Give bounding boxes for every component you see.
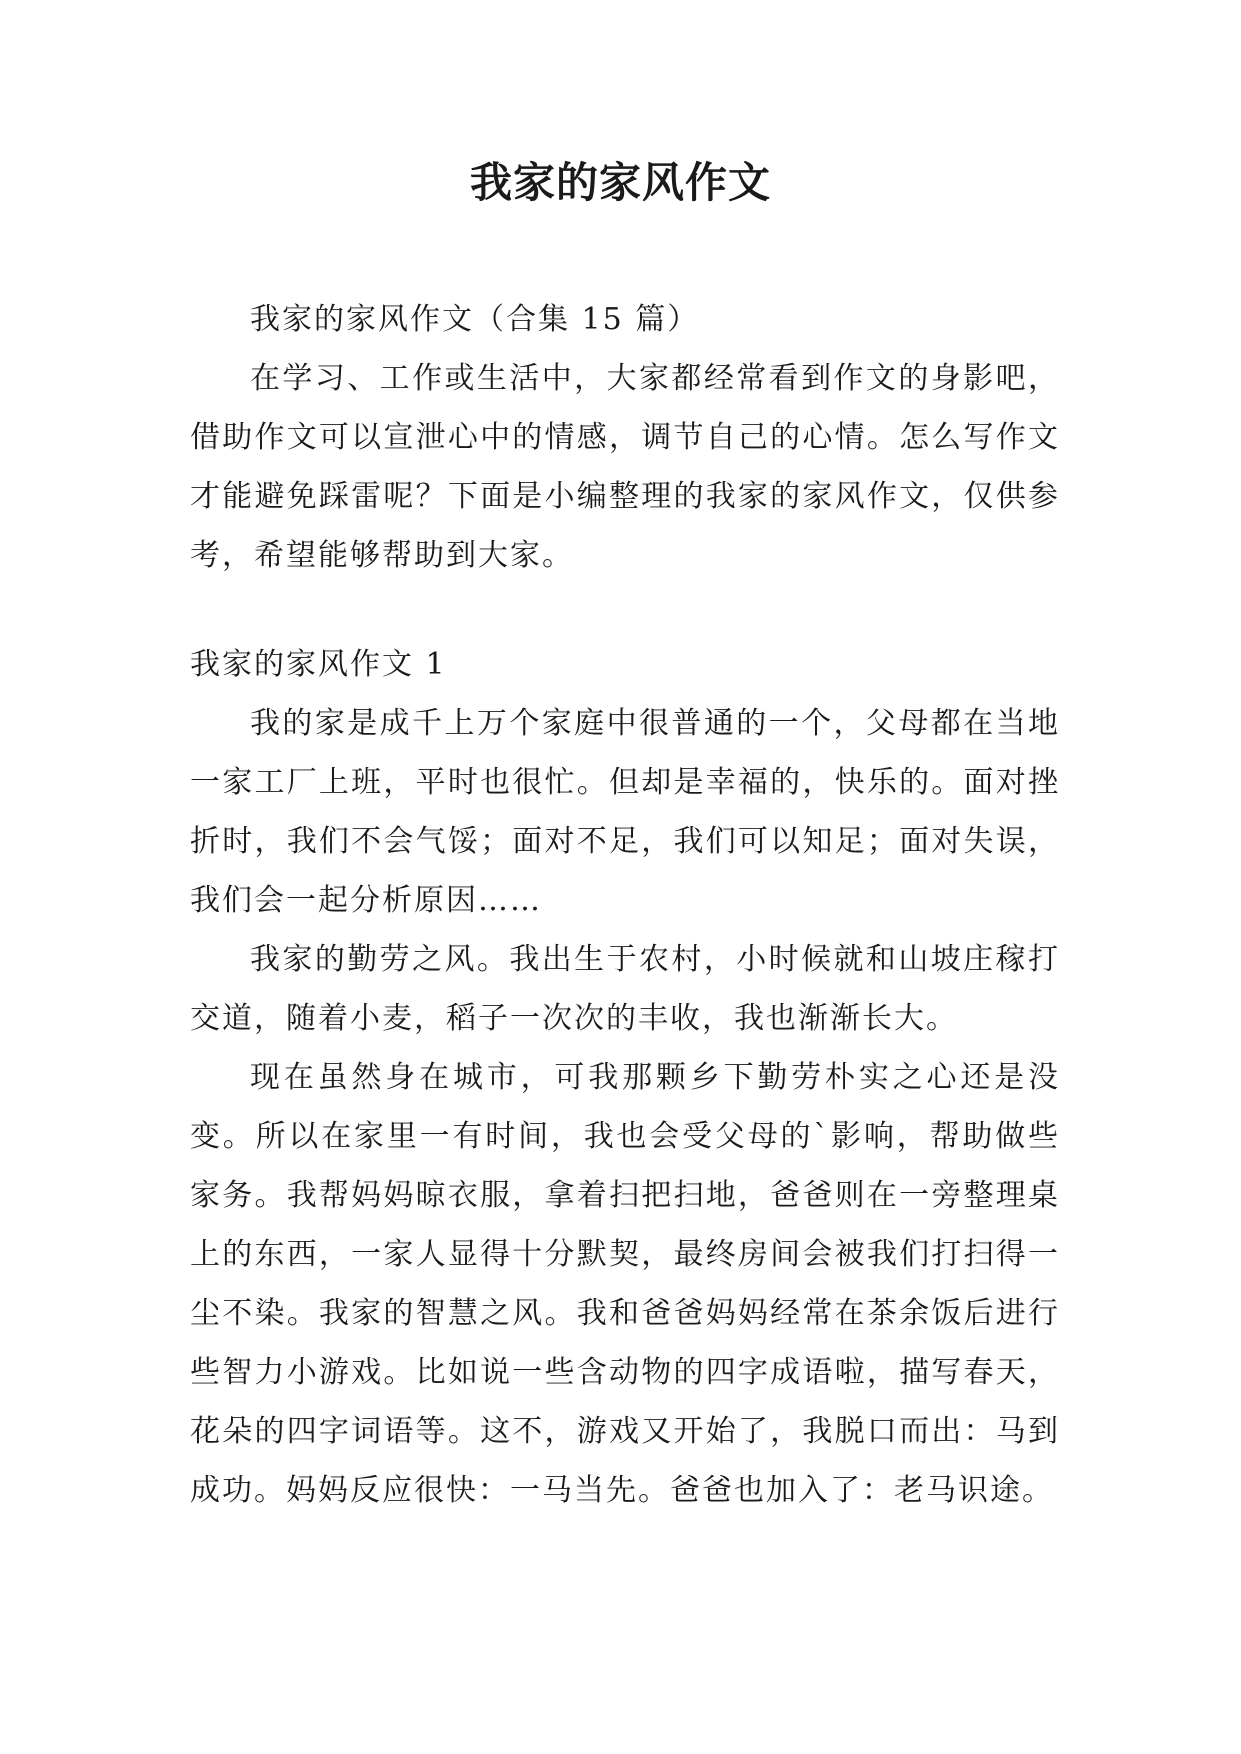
section-spacer <box>190 585 1060 635</box>
section-heading: 我家的家风作文 1 <box>190 647 447 682</box>
section-paragraph: 我家的勤劳之风。我出生于农村，小时候就和山坡庄稼打交道，随着小麦，稻子一次次的丰收，我也渐渐长大。 <box>190 942 1060 1036</box>
section-paragraph: 现在虽然身在城市，可我那颗乡下勤劳朴实之心还是没变。所以在家里一有时间，我也会受父母的`影响，帮助做些家务。我帮妈妈晾衣服，拿着扫把扫地，爸爸则在一旁整理桌上的东西，一家人显得十分默契，最终房间会被我们打扫得一尘不染。我家的智慧之风。我和爸爸妈妈经常在茶余饭后进行些智力小游戏。比如说一些含动物的四字成语啦，描写春天，花朵的四字词语等。这不，游戏又开始了，我脱口而出：马到成功。妈妈反应很快：一马当先。爸爸也加入了：老马识途。 <box>190 1060 1060 1508</box>
section-paragraph: 我的家是成千上万个家庭中很普通的一个，父母都在当地一家工厂上班，平时也很忙。但却是幸福的，快乐的。面对挫折时，我们不会气馁；面对不足，我们可以知足；面对失误，我们会一起分析原因…… <box>190 706 1060 918</box>
document-subtitle: 我家的家风作文（合集 15 篇） <box>250 302 700 337</box>
document-title: 我家的家风作文 <box>469 158 771 207</box>
intro-paragraph: 在学习、工作或生活中，大家都经常看到作文的身影吧，借助作文可以宣泄心中的情感，调节自己的心情。怎么写作文才能避免踩雷呢？下面是小编整理的我家的家风作文，仅供参考，希望能够帮助到大家。 <box>190 361 1060 573</box>
document-body <box>190 290 1060 1520</box>
